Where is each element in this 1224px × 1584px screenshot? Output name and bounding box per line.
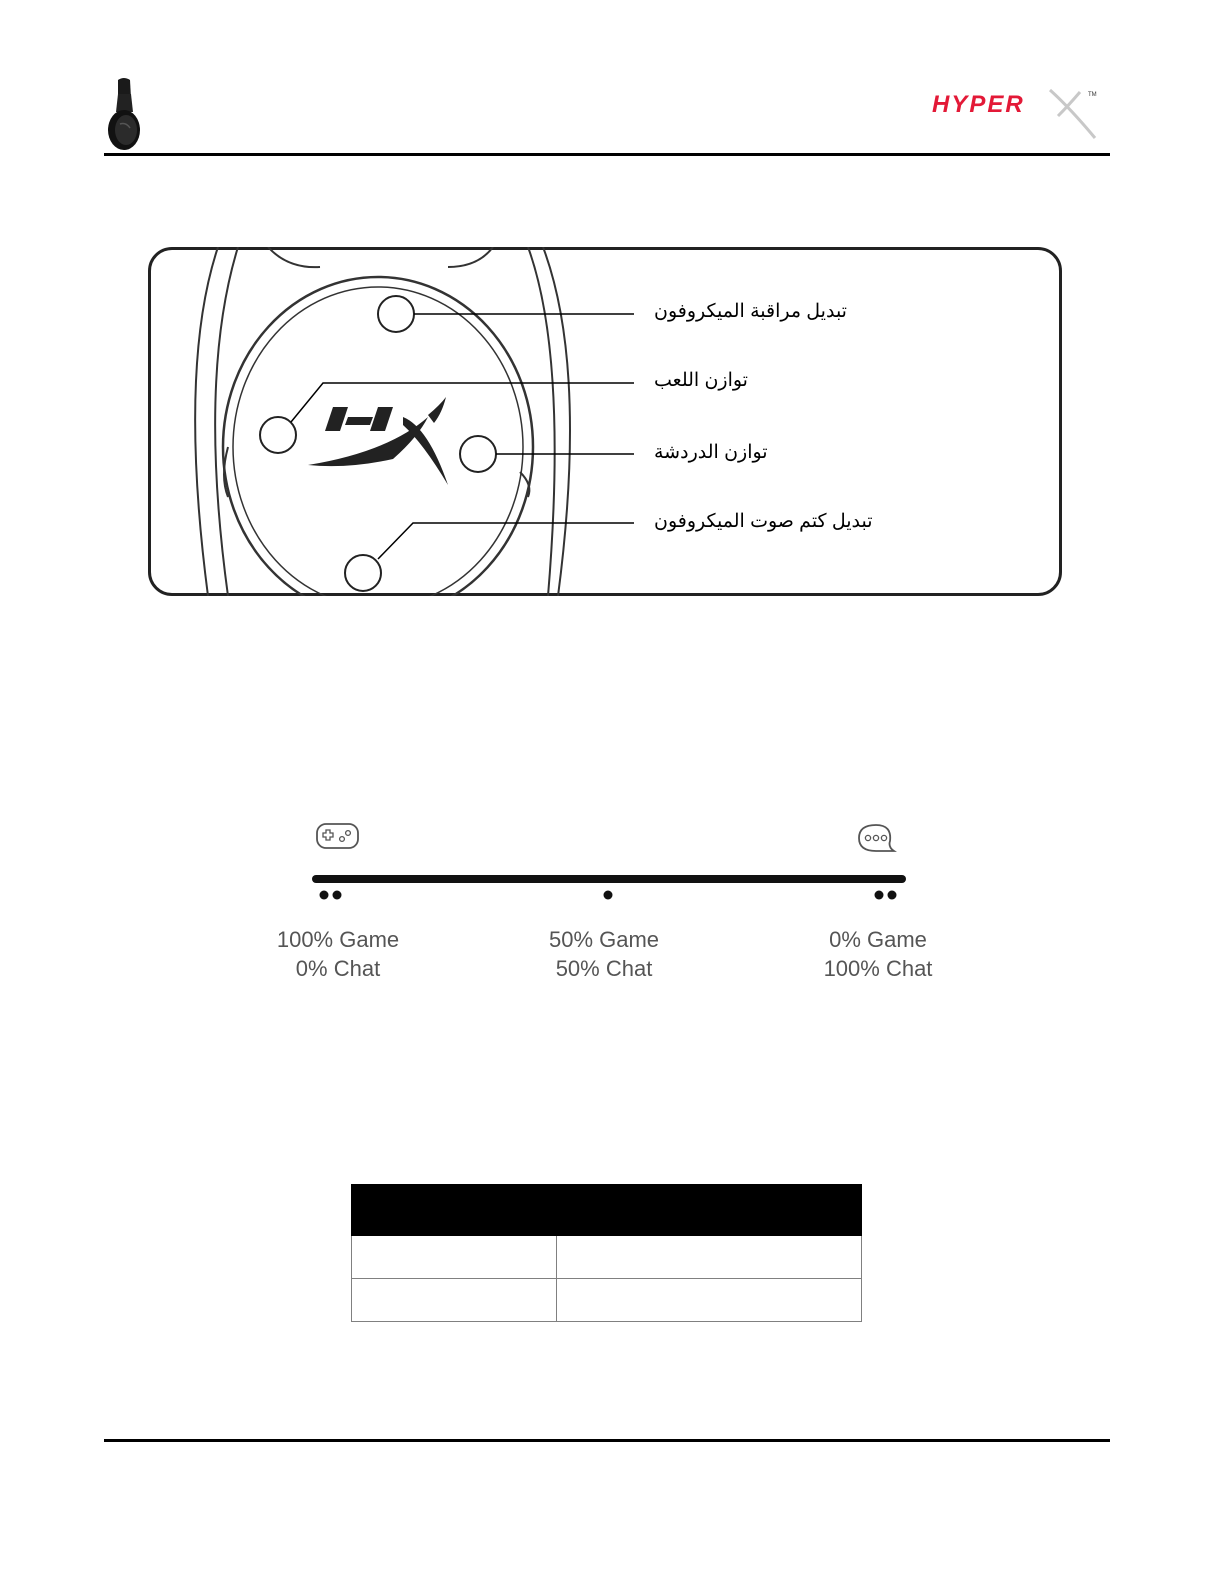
svg-text:HYPER: HYPER [932, 91, 1025, 118]
mic-monitor-button [378, 296, 414, 332]
table-header-cell [557, 1185, 862, 1236]
table-row [352, 1279, 862, 1322]
footer-divider [104, 1439, 1110, 1442]
indicator-dot [333, 891, 342, 900]
indicator-dot [888, 891, 897, 900]
indicator-dot [875, 891, 884, 900]
table-row [352, 1236, 862, 1279]
balance-label-full-game [238, 925, 438, 983]
hx-mark [308, 397, 448, 485]
balance-chat-percent: 50% Chat [555, 956, 653, 981]
svg-text:TM: TM [1088, 92, 1097, 98]
spec-table [351, 1184, 862, 1322]
game-chat-balance-scale [300, 815, 920, 915]
indicator-dot [604, 891, 613, 900]
gamepad-icon [317, 824, 358, 848]
headset-thumbnail [104, 76, 146, 152]
table-header-row [352, 1185, 862, 1236]
balance-game-percent: 50% Game [548, 927, 660, 952]
header-divider [104, 153, 1110, 156]
chat-balance-button [460, 436, 496, 472]
callout-mic-mute: تبديل كتم صوت الميكروفون [654, 511, 873, 532]
table-header-cell [352, 1185, 557, 1236]
table-cell [352, 1279, 557, 1322]
indicator-dot [320, 891, 329, 900]
callout-mic-monitor: تبديل مراقبة الميكروفون [654, 301, 847, 322]
table-cell [557, 1279, 862, 1322]
balance-game-percent: 100% Game [276, 927, 400, 952]
mic-mute-button [345, 555, 381, 591]
callout-chat-balance: توازن الدردشة [654, 442, 768, 463]
chat-bubble-icon [859, 825, 894, 851]
balance-chat-percent: 100% Chat [823, 956, 933, 981]
earcup-diagram [148, 247, 1062, 596]
table-cell [352, 1236, 557, 1279]
callout-game-balance: توازن اللعب [654, 370, 748, 391]
balance-game-percent: 0% Game [829, 927, 927, 952]
hyperx-logo [930, 86, 1100, 142]
balance-label-full-chat [778, 925, 978, 983]
table-cell [557, 1236, 862, 1279]
game-balance-button [260, 417, 296, 453]
balance-chat-percent: 0% Chat [295, 956, 381, 981]
balance-label-even [504, 925, 704, 983]
